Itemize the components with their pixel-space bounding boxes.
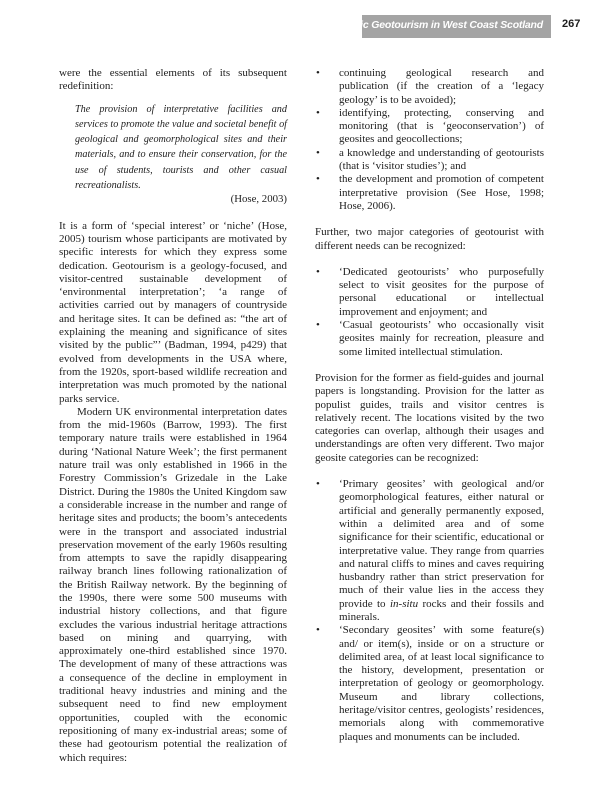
right-column <box>315 67 544 744</box>
provision-paragraph: Provision for the former as field-guides and journal papers is longstanding. Provision for the latter as populist guides, trails and visitor centres is relatively recent. The locations visited by the two categories can overlap, although their usages and understandings are often very different. Two major geosite categories can be recognized: <box>315 371 544 464</box>
definition-quote: The provision of interpretative facilities and services to promote the value and societal benefit of geological and geomorphological sites and their materials, and to ensure their conservation, for the use of students, tourists and other casual recreationalists. <box>75 103 287 192</box>
primary-geosite-text: ‘Primary geosites’ with geological and/or geomorphological features, either natural or artificial and generally permanently exposed, within a delimited area and of some significance for their scientific, educational or interpretative value. They range from quarries and natural cliffs to mines and caves requiring husbandry rather than strict preservation for much of their value lies in the access they provide to <box>339 478 544 610</box>
body-paragraph-2: Modern UK environmental interpretation dates from the mid-1960s (Barrow, 1993). The first temporary nature trails were established in 1964 during ‘National Nature Week’; the first permanent nature trail was only established in 1966 in the Forestry Commission’s Grizedale in the Lake District. During the 1980s the United Kingdom saw a considerable increase in the number and range of heritage sites and products; the boom’s antecedents were in the transport and associated industrial preservation movement of the early 1960s resulting from attempts to save the rapidly disappearing railway branch lines following rationalization of the British Railway network. By the beginning of the 1990s, there were some 500 museums with industrial history collections, and that figure excludes the various industrial heritage attractions based on mining and quarrying, with approximately one-third established since 1970. The development of many of these attractions was a consequence of the decline in employment in traditional heavy industries and mining and the subsequent need to find new employment opportunities, coupled with the economic repositioning of many ex-industrial areas; some of these had geotourism potential the realization of which requires: <box>59 405 287 764</box>
body-paragraph-1: It is a form of ‘special interest’ or ‘niche’ (Hose, 2005) tourism whose participants are motivated by specific interests for which they express some dedication. Geotourism is a geology-focused, and visitor-centred sustainable development of ‘environmental interpretation’; ‘a range of activities carried out by managers of countryside and heritage sites. It can be defined as: “the art of explaining the meaning and significance of sites visited by the public”’ (Badman, 1994, p429) that evolved from developments in the USA where, from the 1920s, sport-based wildlife recreation and interpretation was much promoted by the national parks service. <box>59 219 287 405</box>
left-column <box>59 67 287 765</box>
primary-geosite-text-end: rocks and their fossils and minerals. <box>339 597 544 623</box>
list-item: • the development and promotion of competent interpretative provision (See Hose, 1998; Hose, 2006). <box>315 173 544 213</box>
geotourist-types-list <box>315 266 544 359</box>
list-item <box>315 478 544 624</box>
in-situ-term: in-situ <box>389 597 419 610</box>
quote-citation: (Hose, 2003) <box>230 193 287 206</box>
list-item: • ‘Casual geotourists’ who occasionally visit geosites mainly for recreation, pleasure and some limited intellectual stimulation. <box>315 319 544 359</box>
requirements-list <box>315 67 544 213</box>
list-item: • continuing geological research and publication (if the creation of a ‘legacy geology’ is to be avoided); <box>315 67 544 107</box>
list-item: • ‘Dedicated geotourists’ who purposefully select to visit geosites for the purpose of personal educational or intellectual improvement and enjoyment; and <box>315 266 544 319</box>
list-item: • a knowledge and understanding of geotourists (that is ‘visitor studies’); and <box>315 147 544 174</box>
categories-paragraph: Further, two major categories of geotourist with different needs can be recognized: <box>315 226 544 252</box>
running-title: Volcanic Geotourism in West Coast Scotland <box>327 19 543 31</box>
running-header-bar <box>327 15 551 38</box>
page-number: 267 <box>562 18 581 30</box>
list-item: • identifying, protecting, conserving and monitoring (that is ‘geoconservation’) of geosites and geocollections; <box>315 107 544 147</box>
list-item: • ‘Secondary geosites’ with some feature(s) and/ or item(s), inside or on a structure or delimited area, of at least local significance to the history, development, presentation or interpretation of geology or geomorphology. Museum and library collections, heritage/visitor centres, geologists’ residences, memorials along with commemorative plaques and monuments can be included. <box>315 624 544 744</box>
intro-paragraph: were the essential elements of its subsequent redefinition: <box>59 67 287 93</box>
geosite-categories-list <box>315 478 544 744</box>
